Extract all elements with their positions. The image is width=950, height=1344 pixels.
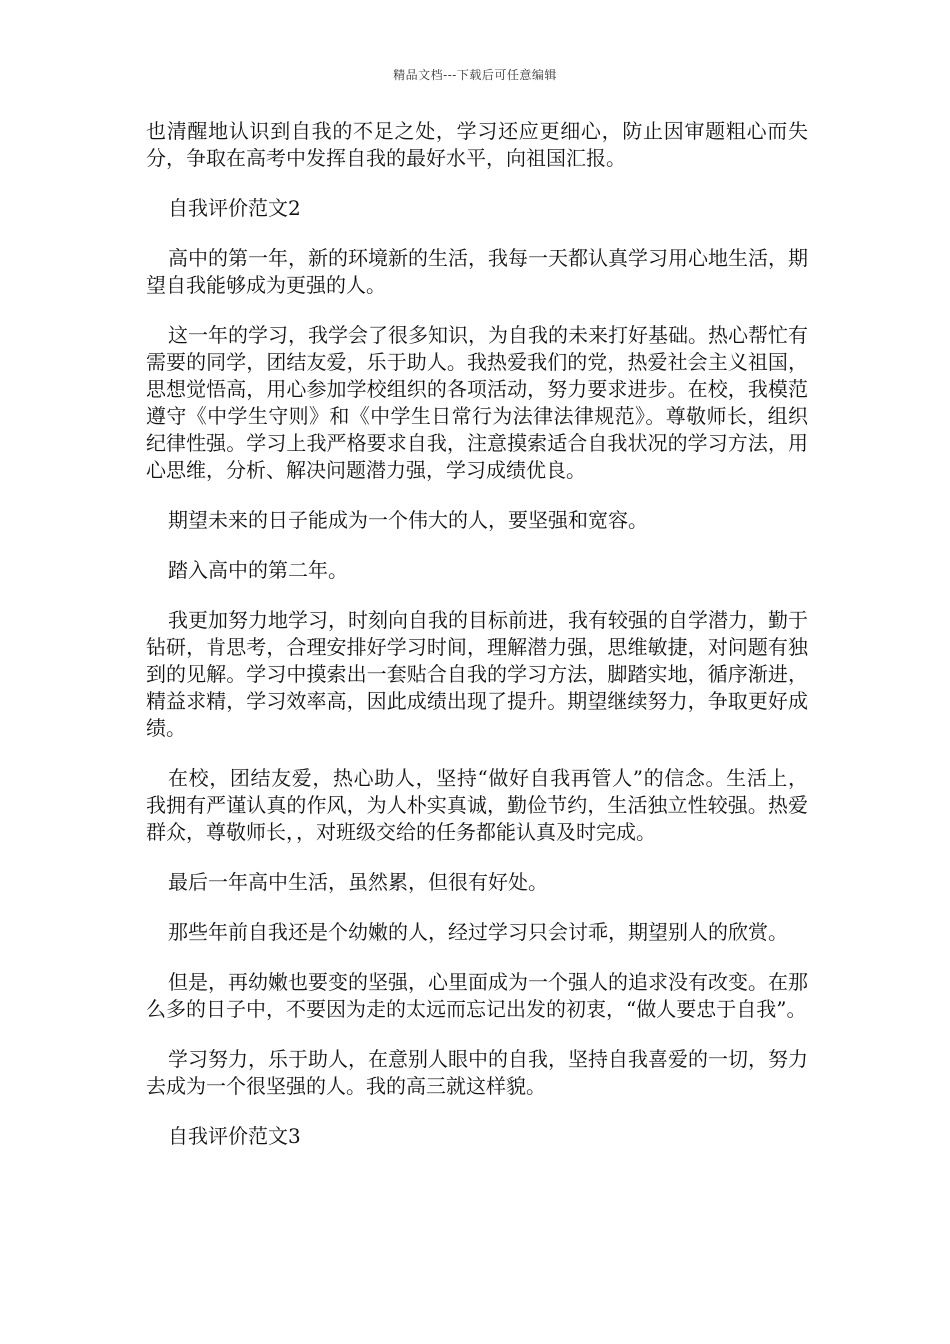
paragraph-continuation: 也清醒地认识到自我的不足之处，学习还应更细心，防止因审题粗心而失分，争取在高考中发挥自我的最好水平，向祖国汇报。 [146,119,808,170]
section-heading-essay-2: 自我评价范文2 [168,196,301,220]
paragraph: 这一年的学习，我学会了很多知识，为自我的未来打好基础。热心帮忙有需要的同学，团结友爱，乐于助人。我热爱我们的党，热爱社会主义祖国，思想觉悟高，用心参加学校组织的各项活动，努力要求进步。在校，我模范遵守《中学生守则》和《中学生日常行为法律法律规范》。尊敬师长，组织纪律性强。学习上我严格要求自我，注意摸索适合自我状况的学习方法，用心思维，分析、解决问题潜力强，学习成绩优良。 [146,323,808,482]
section-heading-essay-3: 自我评价范文3 [168,1124,301,1148]
document-body [146,118,808,1173]
paragraph: 期望未来的日子能成为一个伟大的人，要坚强和宽容。 [168,508,648,532]
page-header: 精品文档---下载后可任意编辑 [393,68,557,82]
paragraph: 我更加努力地学习，时刻向自我的目标前进，我有较强的自学潜力，勤于钻研，肯思考，合理安排好学习时间，理解潜力强，思维敏捷，对问题有独到的见解。学习中摸索出一套贴合自我的学习方法，脚踏实地，循序渐进，精益求精，学习效率高，因此成绩出现了提升。期望继续努力，争取更好成绩。 [146,608,808,740]
paragraph: 最后一年高中生活，虽然累，但很有好处。 [168,870,548,894]
paragraph: 在校，团结友爱，热心助人，坚持“做好自我再管人”的信念。生活上，我拥有严谨认真的作风，为人朴实真诚，勤俭节约，生活独立性较强。热爱群众，尊敬师长，，对班级交给的任务都能认真及时完成。 [146,766,808,844]
paragraph: 但是，再幼嫩也要变的坚强，心里面成为一个强人的追求没有改变。在那么多的日子中，不要因为走的太远而忘记出发的初衷，“做人要忠于自我”。 [146,970,808,1021]
paragraph: 学习努力，乐于助人，在意别人眼中的自我，坚持自我喜爱的一切，努力去成为一个很坚强的人。我的高三就这样貌。 [146,1047,808,1098]
paragraph: 踏入高中的第二年。 [168,558,348,582]
paragraph: 高中的第一年，新的环境新的生活，我每一天都认真学习用心地生活，期望自我能够成为更强的人。 [146,246,808,297]
paragraph: 那些年前自我还是个幼嫩的人，经过学习只会讨乖，期望别人的欣赏。 [168,920,788,944]
